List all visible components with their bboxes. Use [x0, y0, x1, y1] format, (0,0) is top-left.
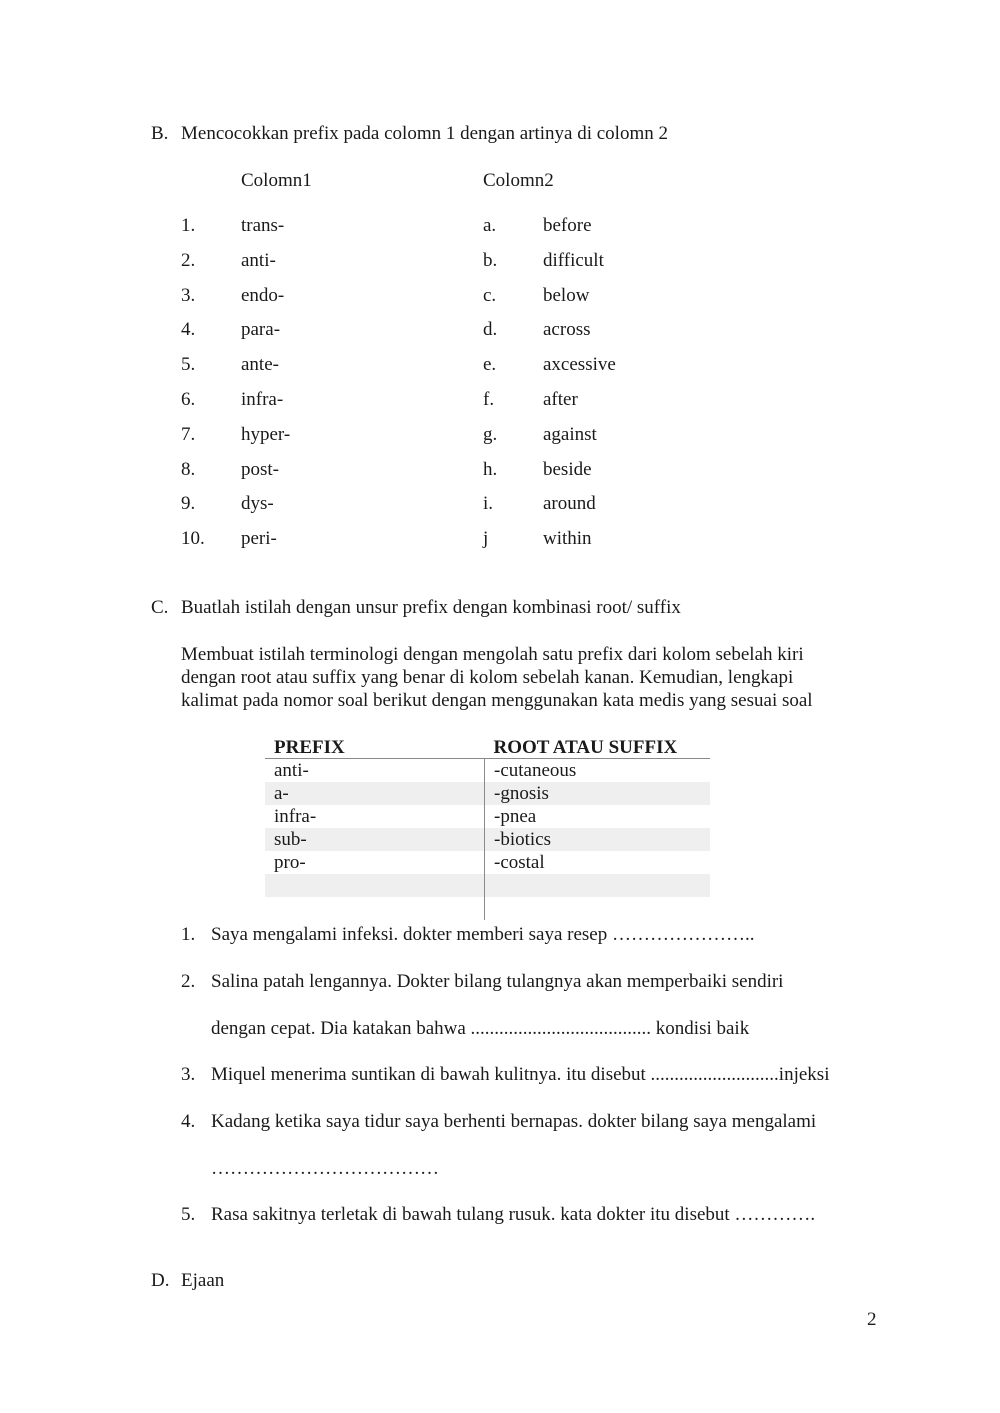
cell-root-suffix: -cutaneous — [494, 759, 577, 781]
row-number: 3. — [181, 285, 196, 306]
prefix-root-table — [265, 736, 710, 920]
cell-root-suffix: -gnosis — [485, 782, 711, 805]
cell-prefix — [265, 874, 485, 897]
question-text: Salina patah lengannya. Dokter bilang tulangnya akan memperbaiki sendiri — [211, 971, 784, 992]
instruction-line: kalimat pada nomor soal berikut dengan menggunakan kata medis yang sesuai soal — [181, 690, 813, 711]
row-letter: e. — [483, 354, 497, 375]
row-prefix: dys- — [241, 493, 274, 514]
section-b-title: Mencocokkan prefix pada colomn 1 dengan artinya di colomn 2 — [181, 123, 668, 144]
row-letter: a. — [483, 215, 497, 236]
row-number: 8. — [181, 459, 196, 480]
cell-prefix: sub- — [265, 828, 485, 851]
row-prefix: post- — [241, 459, 279, 480]
row-number: 1. — [181, 215, 196, 236]
question-number: 3. — [181, 1064, 196, 1085]
row-prefix: endo- — [241, 285, 285, 306]
row-letter: b. — [483, 250, 498, 271]
table-row — [265, 851, 710, 874]
row-letter: d. — [483, 319, 498, 340]
question-continuation: dengan cepat. Dia katakan bahwa ...................................... kondisi baik — [211, 1018, 750, 1039]
row-meaning: against — [543, 424, 597, 445]
table-row — [265, 805, 710, 828]
table-row — [265, 874, 710, 897]
row-letter: c. — [483, 285, 497, 306]
question-text: Miquel menerima suntikan di bawah kulitnya. itu disebut ...........................injeksi — [211, 1064, 830, 1085]
cell-root-suffix: -costal — [494, 851, 545, 873]
row-meaning: around — [543, 493, 596, 514]
header-root-suffix: ROOT ATAU SUFFIX — [485, 736, 711, 759]
question-text: Kadang ketika saya tidur saya berhenti bernapas. dokter bilang saya mengalami — [211, 1111, 817, 1132]
row-number: 10. — [181, 528, 205, 549]
header-prefix: PREFIX — [265, 736, 485, 759]
row-letter: g. — [483, 424, 498, 445]
row-letter: j — [483, 528, 489, 549]
section-c-instructions — [181, 643, 813, 712]
row-number: 6. — [181, 389, 196, 410]
section-c-letter: C. — [151, 597, 169, 618]
row-prefix: ante- — [241, 354, 279, 375]
row-number: 4. — [181, 319, 196, 340]
row-meaning: beside — [543, 459, 592, 480]
table-row — [265, 782, 710, 805]
row-meaning: across — [543, 319, 591, 340]
section-c-title: Buatlah istilah dengan unsur prefix dengan kombinasi root/ suffix — [181, 597, 681, 618]
page-number: 2 — [867, 1309, 877, 1330]
cell-prefix: infra- — [265, 805, 485, 828]
row-meaning: difficult — [543, 250, 604, 271]
row-meaning: after — [543, 389, 578, 410]
question-number: 4. — [181, 1111, 196, 1132]
cell-root-suffix: -pnea — [494, 805, 537, 827]
row-number: 2. — [181, 250, 196, 271]
row-prefix: trans- — [241, 215, 285, 236]
question-number: 2. — [181, 971, 196, 992]
row-number: 7. — [181, 424, 196, 445]
row-meaning: axcessive — [543, 354, 616, 375]
section-d-title: Ejaan — [181, 1270, 225, 1291]
question-text: Saya mengalami infeksi. dokter memberi saya resep ………………….. — [211, 924, 755, 945]
section-d-letter: D. — [151, 1270, 170, 1291]
question-continuation: ……………………………… — [211, 1158, 439, 1179]
table-row — [265, 828, 710, 851]
cell-prefix: pro- — [265, 851, 485, 874]
row-letter: h. — [483, 459, 498, 480]
cell-root-suffix — [485, 874, 711, 897]
cell-prefix: anti- — [265, 759, 485, 783]
row-letter: f. — [483, 389, 495, 410]
row-prefix: para- — [241, 319, 281, 340]
cell-prefix — [265, 897, 485, 920]
row-prefix: hyper- — [241, 424, 291, 445]
question-number: 5. — [181, 1204, 196, 1225]
row-prefix: anti- — [241, 250, 276, 271]
table-row — [265, 759, 710, 783]
question-text: Rasa sakitnya terletak di bawah tulang rusuk. kata dokter itu disebut …………. — [211, 1204, 816, 1225]
table-row — [265, 897, 710, 920]
cell-prefix: a- — [265, 782, 485, 805]
row-prefix: infra- — [241, 389, 284, 410]
question-number: 1. — [181, 924, 196, 945]
column1-header: Colomn1 — [241, 170, 312, 191]
row-number: 9. — [181, 493, 196, 514]
cell-root-suffix: -biotics — [485, 828, 711, 851]
row-meaning: below — [543, 285, 590, 306]
row-prefix: peri- — [241, 528, 277, 549]
row-number: 5. — [181, 354, 196, 375]
cell-root-suffix — [485, 897, 711, 920]
instruction-line: dengan root atau suffix yang benar di kolom sebelah kanan. Kemudian, lengkapi — [181, 667, 794, 688]
row-meaning: within — [543, 528, 592, 549]
instruction-line: Membuat istilah terminologi dengan mengolah satu prefix dari kolom sebelah kiri — [181, 644, 804, 665]
table-header-row — [265, 736, 710, 759]
column2-header: Colomn2 — [483, 170, 554, 191]
section-b-letter: B. — [151, 123, 169, 144]
row-meaning: before — [543, 215, 592, 236]
row-letter: i. — [483, 493, 494, 514]
